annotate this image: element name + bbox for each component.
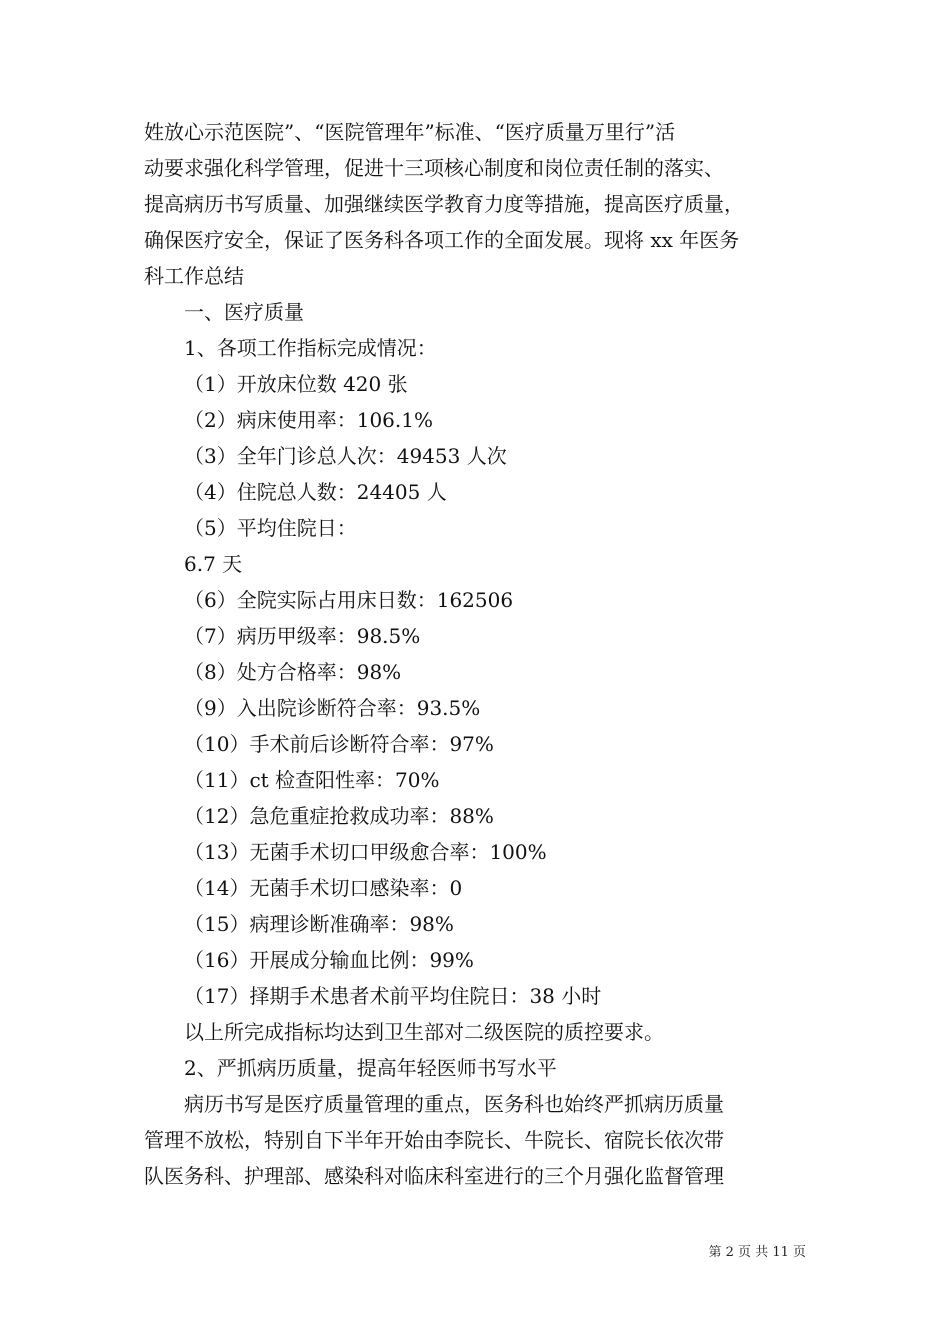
list-item: （11）ct 检查阳性率：70% bbox=[184, 768, 440, 792]
list-item: （12）急危重症抢救成功率：88% bbox=[184, 804, 494, 828]
list-item: （3）全年门诊总人次：49453 人次 bbox=[184, 444, 507, 468]
subsection-heading: 1、各项工作指标完成情况： bbox=[184, 336, 437, 360]
paragraph-line: 管理不放松，特别自下半年开始由李院长、牛院长、宿院长依次带 bbox=[144, 1128, 724, 1152]
list-item: （4）住院总人数：24405 人 bbox=[184, 480, 447, 504]
list-item: （6）全院实际占用床日数：162506 bbox=[184, 588, 514, 612]
paragraph-line: 以上所完成指标均达到卫生部对二级医院的质控要求。 bbox=[184, 1020, 664, 1044]
list-item: （15）病理诊断准确率：98% bbox=[184, 912, 454, 936]
list-item: （13）无菌手术切口甲级愈合率：100% bbox=[184, 840, 547, 864]
list-item: （9）入出院诊断符合率：93.5% bbox=[184, 696, 481, 720]
list-item: （8）处方合格率：98% bbox=[184, 660, 402, 684]
list-item: （7）病历甲级率：98.5% bbox=[184, 624, 421, 648]
paragraph-line: 病历书写是医疗质量管理的重点，医务科也始终严抓病历质量 bbox=[184, 1092, 724, 1116]
page-number-footer: 第 2 页 共 11 页 bbox=[708, 1245, 806, 1260]
paragraph-line: 科工作总结 bbox=[144, 264, 244, 288]
paragraph-line: 动要求强化科学管理，促进十三项核心制度和岗位责任制的落实、 bbox=[144, 156, 724, 180]
list-item: （5）平均住院日： bbox=[184, 516, 357, 540]
list-item: （14）无菌手术切口感染率：0 bbox=[184, 876, 463, 900]
list-item: （1）开放床位数 420 张 bbox=[184, 372, 408, 396]
paragraph-line: 姓放心示范医院”、“医院管理年”标准、“医疗质量万里行”活 bbox=[144, 120, 676, 144]
subsection-heading: 2、严抓病历质量，提高年轻医师书写水平 bbox=[184, 1056, 557, 1080]
paragraph-line: 队医务科、护理部、感染科对临床科室进行的三个月强化监督管理 bbox=[144, 1164, 724, 1188]
list-item: （17）择期手术患者术前平均住院日：38 小时 bbox=[184, 984, 602, 1008]
list-item-continuation: 6.7 天 bbox=[184, 552, 243, 576]
list-item: （10）手术前后诊断符合率：97% bbox=[184, 732, 494, 756]
paragraph-line: 确保医疗安全，保证了医务科各项工作的全面发展。现将 xx 年医务 bbox=[144, 228, 740, 252]
list-item: （2）病床使用率：106.1% bbox=[184, 408, 433, 432]
section-heading: 一、医疗质量 bbox=[184, 300, 304, 324]
list-item: （16）开展成分输血比例：99% bbox=[184, 948, 474, 972]
paragraph-line: 提高病历书写质量、加强继续医学教育力度等措施，提高医疗质量， bbox=[144, 192, 744, 216]
